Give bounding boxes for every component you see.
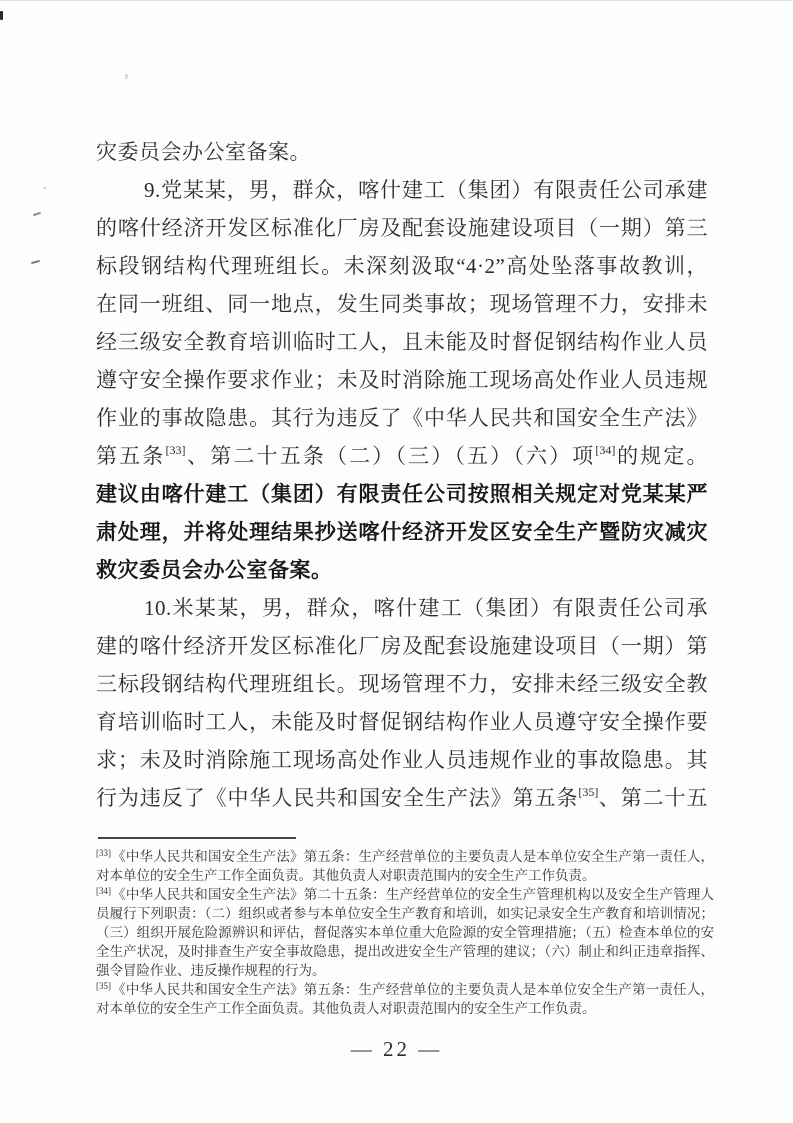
text-line xyxy=(96,551,708,589)
footnote xyxy=(96,847,714,885)
footnote-marker: [35] xyxy=(96,981,111,991)
text-line: 9.党某某，男，群众，喀什建工（集团）有限责任公司承建 xyxy=(144,178,708,202)
text-line: 在同一班组、同一地点，发生同类事故；现场管理不力，安排未 xyxy=(96,292,708,316)
emphasized-text: 救灾委员会办公室备案。 xyxy=(96,558,333,582)
scan-artifact xyxy=(0,11,3,20)
text-line: 育培训临时工人，未能及时督促钢结构作业人员遵守安全操作要 xyxy=(96,710,708,734)
text-line: 的喀什经济开发区标准化厂房及配套设施建设项目（一期）第三 xyxy=(96,216,708,240)
footnote-ref: [33] xyxy=(165,443,186,457)
text-line: 求；未及时消除施工现场高处作业人员违规作业的事故隐患。其 xyxy=(96,748,708,772)
footnote-separator xyxy=(98,837,296,839)
emphasized-text: 肃处理，并将处理结果抄送喀什经济开发区安全生产暨防灾减灾 xyxy=(96,520,708,544)
footnote-marker: [33] xyxy=(96,848,111,858)
text-line: 灾委员会办公室备案。 xyxy=(96,140,311,164)
footnote-text: 《中华人民共和国安全生产法》第二十五条：生产经营单位的安全生产管理机构以及安全生产管理人员履行下列职责：（二）组织或者参与本单位安全生产教育和培训，如实记录安全生产教育和培训情况；（三）组织开展危险源辨识和评估，督促落实本单位重大危险源的安全管理措施；（五）检查本单位的安全生产状况，及时排查生产安全事故隐患，提出改进安全生产管理的建议；（六）制止和纠正违章指挥、强令冒险作业、违反操作规程的行为。 xyxy=(96,887,714,978)
footnote-marker: [34] xyxy=(96,886,111,896)
text-line: 经三级安全教育培训临时工人，且未能及时督促钢结构作业人员 xyxy=(96,330,708,354)
text-line xyxy=(96,475,708,513)
footnote xyxy=(96,885,714,980)
scan-artifact xyxy=(43,187,46,189)
footnote-ref: [35] xyxy=(578,785,599,799)
text-line xyxy=(96,513,708,551)
footnote xyxy=(96,980,714,1018)
text-line: 标段钢结构代理班组长。未深刻汲取“4·2”高处坠落事故教训， xyxy=(96,254,708,278)
text-line: 三标段钢结构代理班组长。现场管理不力，安排未经三级安全教 xyxy=(96,672,708,696)
text-line: 建的喀什经济开发区标准化厂房及配套设施建设项目（一期）第 xyxy=(96,634,708,658)
scan-artifact xyxy=(125,74,128,79)
footnotes-list xyxy=(96,847,714,1018)
text-line: 第五条[33]、第二十五条（二）（三）（五）（六）项[34]的规定。 xyxy=(96,443,709,468)
scan-artifact xyxy=(33,212,41,216)
text-line: 遵守安全操作要求作业；未及时消除施工现场高处作业人员违规 xyxy=(96,368,708,392)
text-line: 10.米某某，男，群众，喀什建工（集团）有限责任公司承 xyxy=(144,596,708,620)
text-line: 作业的事故隐患。其行为违反了《中华人民共和国安全生产法》 xyxy=(96,406,708,430)
text-line: 行为违反了《中华人民共和国安全生产法》第五条[35]、第二十五 xyxy=(96,785,709,810)
page-number: — 22 — xyxy=(350,1037,443,1061)
emphasized-text: 建议由喀什建工（集团）有限责任公司按照相关规定对党某某严 xyxy=(96,482,708,506)
footnote-text: 《中华人民共和国安全生产法》第五条：生产经营单位的主要负责人是本单位安全生产第一责任人，对本单位的安全生产工作全面负责。其他负责人对职责范围内的安全生产工作负责。 xyxy=(96,849,714,883)
document-body xyxy=(96,133,708,817)
scan-artifact xyxy=(31,260,40,264)
footnote-ref: [34] xyxy=(595,443,616,457)
footnote-text: 《中华人民共和国安全生产法》第五条：生产经营单位的主要负责人是本单位安全生产第一责任人，对本单位的安全生产工作全面负责。其他负责人对职责范围内的安全生产工作负责。 xyxy=(96,982,714,1016)
